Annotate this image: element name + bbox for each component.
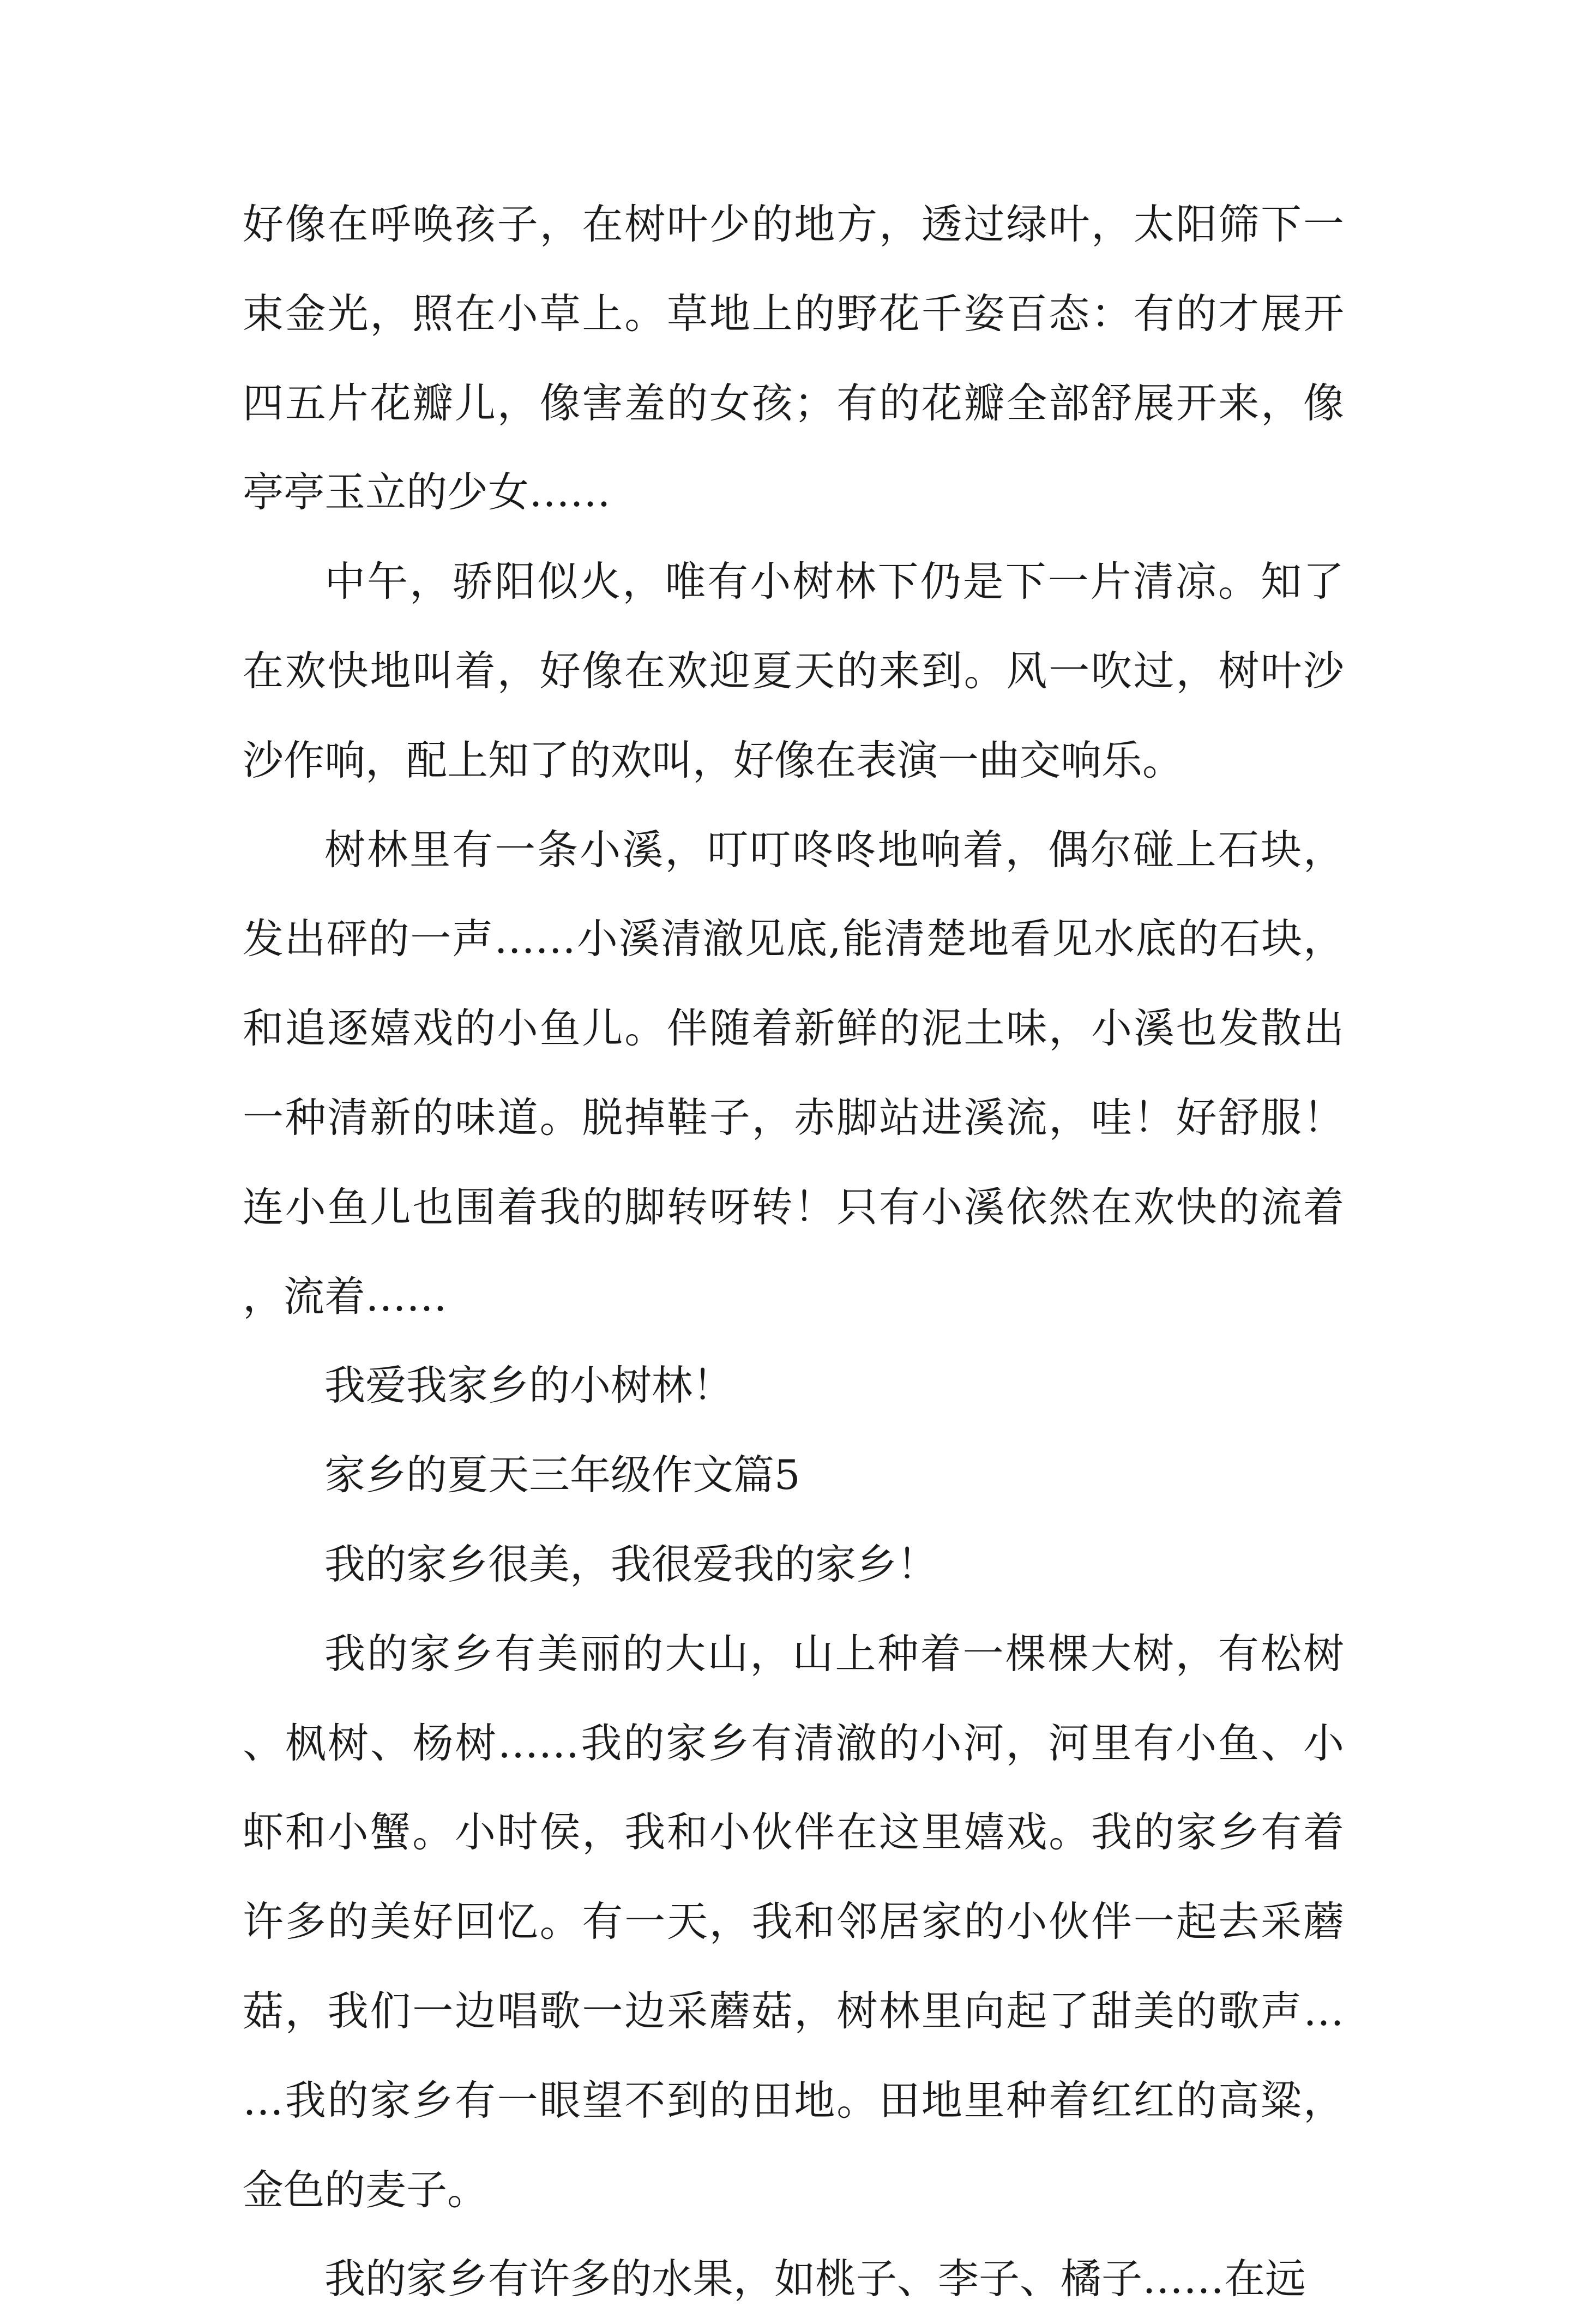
essay-body [243, 180, 1344, 2324]
paragraph-continuation: 好像在呼唤孩子，在树叶少的地方，透过绿叶，太阳筛下一束金光，照在小草上。草地上的野花千姿百态：有的才展开四五片花瓣儿，像害羞的女孩；有的花瓣全部舒展开来，像亭亭玉立的少女…… [243, 200, 1344, 517]
paragraph-mountains-rivers: 我的家乡有美丽的大山，山上种着一棵棵大树，有松树、枫树、杨树……我的家乡有清澈的小河，河里有小鱼、小虾和小蟹。小时侯，我和小伙伴在这里嬉戏。我的家乡有着许多的美好回忆。有一天，我和邻居家的小伙伴一起去采蘑菇，我们一边唱歌一边采蘑菇，树林里向起了甜美的歌声……我的家乡有一眼望不到的田地。田地里种着红红的高粱，金色的麦子。 [243, 1629, 1344, 2214]
paragraph-intro: 我的家乡很美，我很爱我的家乡！ [324, 1540, 938, 1588]
paragraph-love-grove: 我爱我家乡的小树林！ [324, 1361, 734, 1410]
paragraph-fruits: 我的家乡有许多的水果，如桃子、李子、橘子……在远 [324, 2255, 1306, 2303]
paragraph-noon: 中午，骄阳似火，唯有小树林下仍是下一片清凉。知了在欢快地叫着，好像在欢迎夏天的来到。风一吹过，树叶沙沙作响，配上知了的欢叫，好像在表演一曲交响乐。 [243, 557, 1344, 784]
essay-title: 家乡的夏天三年级作文篇5 [324, 1451, 800, 1499]
paragraph-stream: 树林里有一条小溪，叮叮咚咚地响着，偶尔碰上石块，发出砰的一声……小溪清澈见底,能清楚地看见水底的石块，和追逐嬉戏的小鱼儿。伴随着新鲜的泥土味，小溪也发散出一种清新的味道。脱掉鞋子，赤脚站进溪流，哇！好舒服！连小鱼儿也围着我的脚转呀转！只有小溪依然在欢快的流着，流着…… [243, 825, 1344, 1320]
